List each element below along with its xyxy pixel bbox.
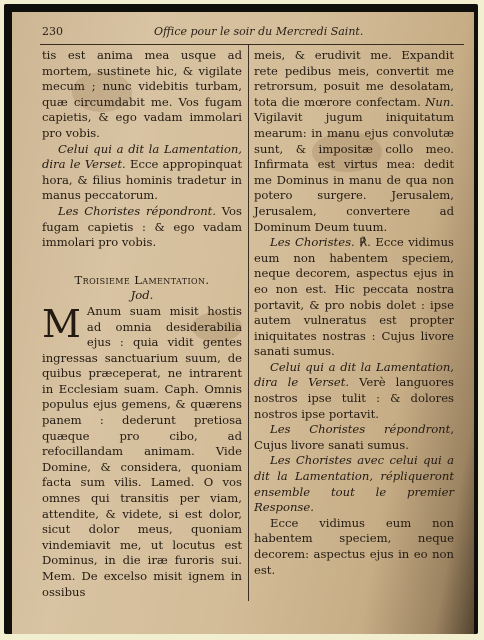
section-heading: Troisieme Lamentation. <box>74 272 210 287</box>
rubric: Les Choristes répondront. <box>58 203 216 218</box>
header-rule <box>40 44 464 45</box>
left-paragraph-4 <box>42 301 242 600</box>
right-paragraph-4 <box>254 422 454 453</box>
verse-text: Ecce appropinquat hora, & filius hominis tradetur in manus peccatorum. <box>42 157 242 203</box>
right-column <box>254 48 454 578</box>
column-divider <box>248 45 249 601</box>
lamentation-text: Anum suam misit hostis ad omnia desiderabilia ejus : quia vidit gentes ingressas sanctuarium suum, de quibus præceperat, ne intrarent in Ecclesiam suam. Caph. Omnis populus ejus gemens, & quærens panem : dederunt pretiosa quæque pro cibo, ad refocillandam animam. Vide Domine, & considera, quoniam facta sum vilis. Lamed. O vos omnes qui transitis per viam, attendite, & videte, si est dolor, sicut dolor meus, quoniam vindemiavit me, ut locutus est Dominus, in die iræ furoris sui. Mem. De excelso misit ignem in ossibus <box>42 303 242 599</box>
right-paragraph-6: Ecce vidimus eum non habentem speciem, neque decorem: aspectus ejus in eo non est. <box>254 515 454 577</box>
book-page <box>12 12 474 634</box>
section-subheading: Jod. <box>130 288 154 303</box>
rubric: Celui qui a dit la Lamentation, dira le Verset. <box>254 359 454 390</box>
left-column <box>42 48 242 600</box>
response-text: Vos fugam capietis : & ego vadam immolari pro vobis. <box>42 203 242 250</box>
right-paragraph-1 <box>254 48 454 235</box>
running-title: Office pour le soir du Mercredi Saint. <box>154 25 364 38</box>
drop-capital: M <box>42 301 81 346</box>
response-text: , Cujus livore sanati sumus. <box>254 422 454 452</box>
right-paragraph-3 <box>254 360 454 422</box>
rubric: Les Choristes. <box>270 235 355 250</box>
left-paragraph-3 <box>42 204 242 251</box>
left-paragraph-2 <box>42 142 242 204</box>
hebrew-letter: Nun. <box>420 94 454 109</box>
rubric: Celui qui a dit la Lamentation, dira le Verset. <box>42 141 242 172</box>
lamentation-text: Vigilavit jugum iniquitatum mearum: in manu ejus convolutæ sunt, & impositæ collo meo. Infirmata est virtus mea: dedit me Dominus in manu de qua non potero surgere. Jerusalem, Jerusalem, convertere ad Dominum Deum tuum. <box>254 110 454 234</box>
verse-text: Verè languores nostros ipse tulit : & dolores nostros ipse portavit. <box>254 375 454 421</box>
right-paragraph-5: Les Choristes avec celui qui a dit la Lamentation, répliqueront ensemble tout le premier Response. <box>254 453 454 515</box>
right-paragraph-2 <box>254 235 454 360</box>
lamentation-text: meis, & erudivit me. Expandit rete pedibus meis, convertit me retrorsum, posuit me desolatam, tota die mœrore confectam. <box>254 48 454 109</box>
left-paragraph-1: tis est anima mea usque ad mortem, sustinete hic, & vigilate mecum ; nunc videbitis turbam, quæ circumdabit me. Vos fugam capietis, & ego vadam immolari pro vobis. <box>42 48 242 140</box>
running-header <box>42 24 462 44</box>
response-text: ℟. Ecce vidimus eum non habentem speciem, neque decorem, aspectus ejus in eo non est. Hic peccata nostra portavit, & pro nobis dolet : ipse autem vulneratus est propter iniquitates nostras : Cujus livore sanati sumus. <box>254 235 455 359</box>
page-number: 230 <box>42 25 63 38</box>
rubric: Les Choristes répondront <box>270 422 451 437</box>
photo-frame <box>4 4 478 634</box>
